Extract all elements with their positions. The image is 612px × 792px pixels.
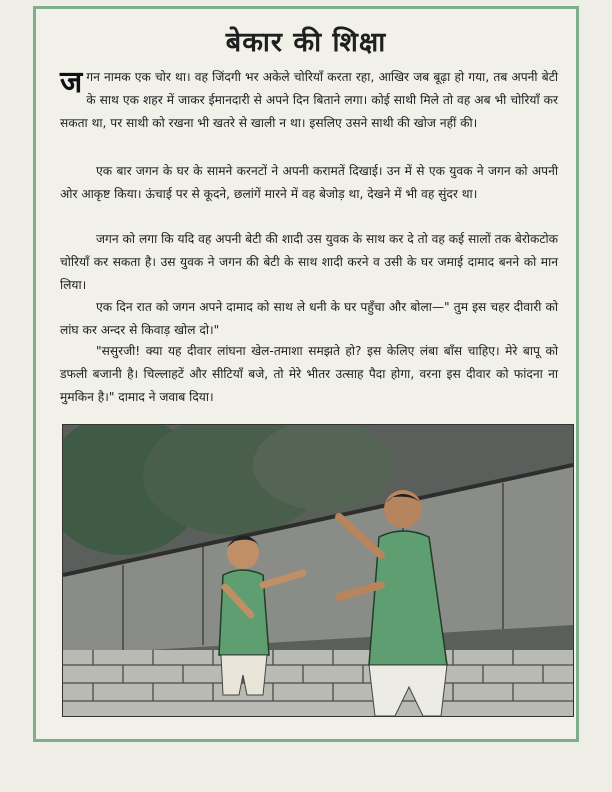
illustration-old-man-and-youth-by-wall-icon	[63, 425, 573, 716]
story-illustration	[62, 424, 574, 717]
paragraph-5: "ससुरजी! क्या यह दीवार लांघना खेल-तमाशा समझते हो? इस केलिए लंबा बाँस चाहिए। मेरे बापू को डफली बजानी है। चिल्लाहटें और सीटियाँ बजे, तो मेरे भीतर उत्साह पैदा होगा, वरना इस दीवार को फांदना ना मुमकिन है।" दामाद ने जवाब दिया।	[60, 344, 558, 404]
paragraph-3: जगन को लगा कि यदि वह अपनी बेटी की शादी उस युवक के साथ कर दे तो वह कई सालों तक बेरोकटोक चोरियाँ कर सकता है। उस युवक ने जगन की बेटी के साथ शादी करने व उसी के घर जमाई दामाद बनने को मान लिया।	[60, 232, 558, 292]
paragraph-1	[60, 66, 558, 135]
page-title: बेकार की शिक्षा	[225, 27, 387, 58]
paragraph-1-text: गन नामक एक चोर था। वह जिंदगी भर अकेले चोरियाँ करता रहा, आखिर जब बूढ़ा हो गया, तब अपनी बेटी के साथ एक शहर में जाकर ईमानदारी से अपने दिन बिताने लगा। कोई साथी मिले तो वह अब भी चोरियाँ कर सकता था, पर साथी को रखना भी खतरे से खाली न था। इसलिए उसने साथी की खोज नहीं की।	[60, 70, 558, 130]
paragraph-4: एक दिन रात को जगन अपने दामाद को साथ ले धनी के घर पहुँचा और बोला—" तुम इस चहर दीवारी को लांघ कर अन्दर से किवाड़ खोल दो।"	[60, 300, 558, 337]
paragraph-2: एक बार जगन के घर के सामने करनटों ने अपनी करामतें दिखाई। उन में से एक युवक ने जगन को अपनी ओर आकृष्ट किया। ऊंचाई पर से कूदने, छलांगें मारने में वह बेजोड़ था, देखने में भी वह सुंदर था।	[60, 164, 558, 201]
drop-cap: ज	[60, 65, 83, 100]
